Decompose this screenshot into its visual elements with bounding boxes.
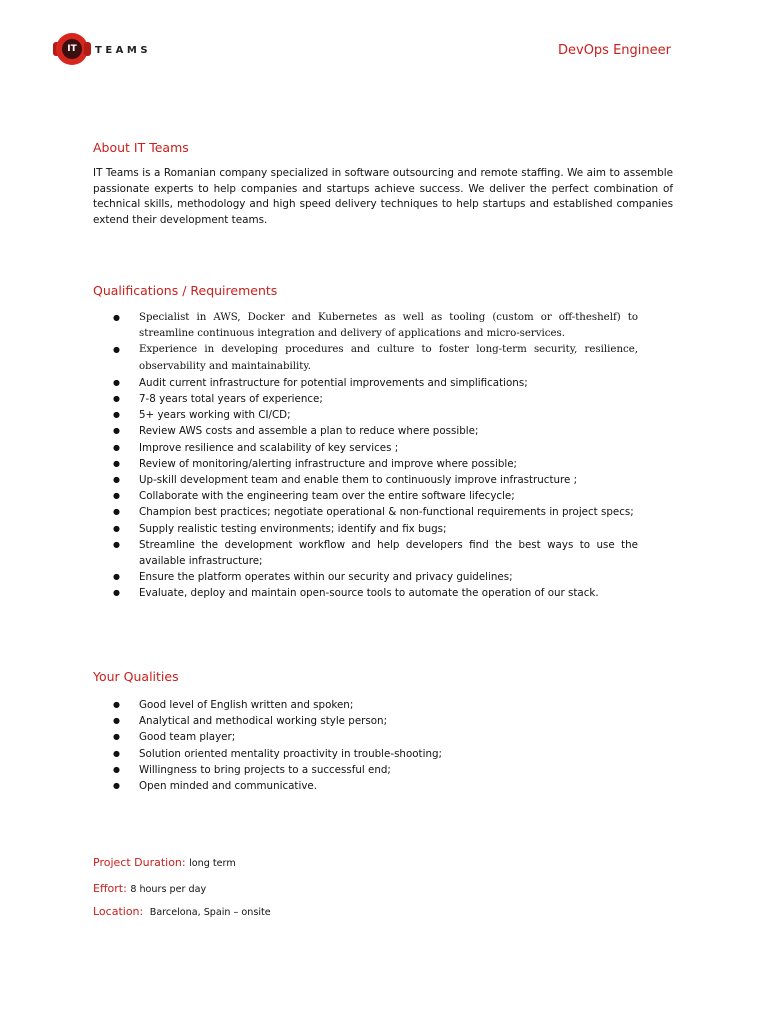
location: [93, 905, 271, 918]
logo-mark-text: IT: [62, 39, 82, 59]
qualities-heading: Your Qualities: [93, 669, 179, 684]
project-duration: [93, 856, 236, 869]
list-item: ● Evaluate, deploy and maintain open-source tools to automate the operation of our stack.: [93, 585, 638, 601]
qualifications-heading: Qualifications / Requirements: [93, 283, 278, 298]
location-value: Barcelona, Spain – onsite: [149, 907, 271, 918]
list-item: ● Specialist in AWS, Docker and Kubernetes as well as tooling (custom or off-theshelf) to streamline continuous integration and delivery of applications and micro-services.: [93, 310, 638, 342]
effort-label: Effort:: [93, 882, 127, 895]
list-item: ● Good team player;: [93, 729, 638, 745]
list-item: ● Supply realistic testing environments; identify and fix bugs;: [93, 521, 638, 537]
about-text: IT Teams is a Romanian company specialized in software outsourcing and remote staffing. We aim to assemble passionate experts to help companies and startups achieve success. We deliver the perfect combination of technical skills, methodology and high speed delivery techniques to help startups and established companies extend their development teams.: [93, 167, 673, 227]
location-label: Location:: [93, 905, 144, 918]
logo-mark-icon: [53, 32, 103, 68]
about-heading: About IT Teams: [93, 140, 189, 155]
list-item: ● Open minded and communicative.: [93, 778, 638, 794]
effort-value: 8 hours per day: [130, 884, 207, 895]
duration-value: long term: [189, 858, 236, 869]
list-item: ● Streamline the development workflow and help developers find the best ways to use the available infrastructure;: [93, 537, 638, 569]
list-item: ● Collaborate with the engineering team over the entire software lifecycle;: [93, 488, 638, 504]
job-title: DevOps Engineer: [558, 43, 671, 58]
logo-text: TEAMS: [95, 44, 152, 56]
list-item: ● Ensure the platform operates within our security and privacy guidelines;: [93, 569, 638, 585]
list-item: ● Review AWS costs and assemble a plan to reduce where possible;: [93, 423, 638, 439]
list-item: ● Experience in developing procedures and culture to foster long-term security, resilience, observability and maintainability.: [93, 342, 638, 374]
duration-label: Project Duration:: [93, 856, 186, 869]
list-item: ● Audit current infrastructure for potential improvements and simplifications;: [93, 375, 638, 391]
qualities-list: [93, 697, 638, 794]
effort: [93, 882, 206, 895]
qualifications-list: [93, 310, 638, 602]
list-item: ● Review of monitoring/alerting infrastructure and improve where possible;: [93, 456, 638, 472]
list-item: ● Solution oriented mentality proactivity in trouble-shooting;: [93, 746, 638, 762]
list-item: ● 5+ years working with CI/CD;: [93, 407, 638, 423]
list-item: ● Champion best practices; negotiate operational & non-functional requirements in project specs;: [93, 504, 638, 520]
list-item: ● Improve resilience and scalability of key services ;: [93, 440, 638, 456]
list-item: ● Willingness to bring projects to a successful end;: [93, 762, 638, 778]
it-teams-logo: [53, 32, 151, 68]
list-item: ● Good level of English written and spoken;: [93, 697, 638, 713]
list-item: ● Up-skill development team and enable them to continuously improve infrastructure ;: [93, 472, 638, 488]
list-item: ● Analytical and methodical working style person;: [93, 713, 638, 729]
list-item: ● 7-8 years total years of experience;: [93, 391, 638, 407]
